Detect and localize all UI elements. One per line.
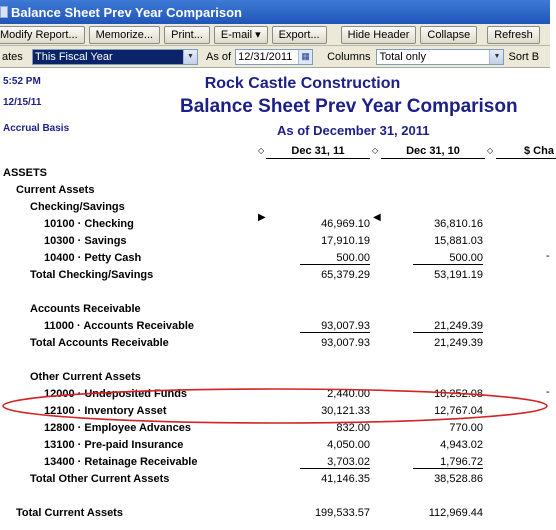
as-of-date-field[interactable] — [235, 49, 313, 65]
refresh-button[interactable]: Refresh — [487, 26, 540, 44]
report-toolbar — [0, 24, 550, 46]
sort-by-label: Sort B — [508, 50, 540, 63]
value-dec-31-11[interactable]: 93,007.93 — [300, 320, 370, 333]
report-row[interactable] — [0, 471, 550, 488]
row-label: ASSETS — [3, 167, 48, 179]
column-marker-icon[interactable]: ◇ — [258, 146, 265, 155]
row-label: 10400 · Petty Cash — [44, 252, 142, 264]
report-row[interactable] — [0, 386, 550, 403]
report-row[interactable] — [0, 267, 550, 284]
value-dec-31-11[interactable]: 30,121.33 — [321, 405, 370, 417]
value-dec-31-10[interactable]: 12,767.04 — [434, 405, 483, 417]
row-label: 12000 · Undeposited Funds — [44, 388, 188, 400]
report-row[interactable] — [0, 420, 550, 437]
report-spacer-row — [0, 352, 550, 369]
report-row[interactable] — [0, 505, 550, 522]
report-title: Balance Sheet Prev Year Comparison — [180, 96, 518, 117]
modify-report-button[interactable]: Modify Report... — [0, 26, 85, 44]
value-dec-31-11[interactable]: 4,050.00 — [327, 439, 370, 451]
column-header-dec-31-11[interactable]: Dec 31, 11 — [266, 145, 370, 159]
report-time: 5:52 PM — [3, 76, 41, 87]
value-dec-31-10[interactable]: 53,191.19 — [434, 269, 483, 281]
report-row[interactable] — [0, 250, 550, 267]
email-button[interactable]: E-mail ▾ — [214, 26, 268, 44]
report-row[interactable] — [0, 318, 550, 335]
company-name: Rock Castle Construction — [204, 75, 401, 92]
report-body — [0, 69, 554, 530]
column-header-dec-31-10[interactable]: Dec 31, 10 — [381, 145, 485, 159]
value-dec-31-10[interactable]: 500.00 — [413, 252, 483, 265]
window-title: Balance Sheet Prev Year Comparison — [11, 4, 242, 20]
collapse-button[interactable]: Collapse — [420, 26, 477, 44]
report-row[interactable] — [0, 199, 550, 216]
row-label: Accounts Receivable — [30, 303, 141, 315]
value-dec-31-10[interactable]: 21,249.39 — [434, 337, 483, 349]
report-row[interactable] — [0, 335, 550, 352]
columns-dropdown-value: Total only — [379, 50, 426, 63]
value-dec-31-11[interactable]: 46,969.10 — [321, 218, 370, 230]
value-dec-31-10[interactable]: 38,528.86 — [434, 473, 483, 485]
report-spacer-row — [0, 488, 550, 505]
report-row[interactable] — [0, 301, 550, 318]
chevron-down-icon[interactable]: ▼ — [489, 50, 503, 64]
row-selection-arrow-left-icon: ◀ — [373, 212, 381, 223]
row-label: Checking/Savings — [30, 201, 125, 213]
value-dec-31-11[interactable]: 3,703.02 — [300, 456, 370, 469]
chevron-down-icon[interactable]: ▼ — [183, 50, 197, 64]
calendar-icon[interactable]: ▦ — [298, 50, 312, 64]
value-dec-31-10[interactable]: 21,249.39 — [413, 320, 483, 333]
print-button[interactable]: Print... — [164, 26, 210, 44]
as-of-date-value: 12/31/2011 — [238, 50, 293, 63]
row-selection-arrow-right-icon: ▶ — [258, 212, 266, 223]
dates-label: ates — [2, 50, 23, 63]
partial-change-cell: - — [546, 250, 550, 262]
report-subtitle: As of December 31, 2011 — [277, 123, 430, 138]
value-dec-31-10[interactable]: 770.00 — [449, 422, 483, 434]
columns-label: Columns — [327, 50, 371, 63]
report-row[interactable] — [0, 403, 550, 420]
columns-dropdown[interactable] — [376, 49, 504, 65]
row-label: 13400 · Retainage Receivable — [44, 456, 198, 468]
report-row[interactable] — [0, 454, 550, 471]
hide-header-button[interactable]: Hide Header — [341, 26, 417, 44]
value-dec-31-11[interactable]: 199,533.57 — [314, 507, 370, 519]
row-label: Total Current Assets — [16, 507, 123, 519]
report-filter-bar — [0, 46, 550, 68]
window-title-bar — [0, 0, 550, 24]
report-row[interactable] — [0, 216, 550, 233]
value-dec-31-10[interactable]: 112,969.44 — [428, 507, 483, 519]
row-label: 11000 · Accounts Receivable — [44, 320, 195, 332]
report-window-icon — [0, 6, 8, 18]
report-row[interactable] — [0, 233, 550, 250]
value-dec-31-11[interactable]: 2,440.00 — [327, 388, 370, 400]
value-dec-31-10[interactable]: 36,810.16 — [434, 218, 483, 230]
row-label: Other Current Assets — [30, 371, 141, 383]
value-dec-31-10[interactable]: 1,796.72 — [413, 456, 483, 469]
row-label: 12100 · Inventory Asset — [44, 405, 167, 417]
row-label: Total Accounts Receivable — [30, 337, 169, 349]
report-row[interactable] — [0, 165, 550, 182]
column-marker-icon[interactable]: ◇ — [372, 146, 379, 155]
value-dec-31-11[interactable]: 93,007.93 — [321, 337, 370, 349]
report-basis: Accrual Basis — [3, 123, 70, 134]
value-dec-31-10[interactable]: 18,252.08 — [434, 388, 483, 400]
report-row[interactable] — [0, 437, 550, 454]
value-dec-31-11[interactable]: 65,379.29 — [321, 269, 370, 281]
row-label: Total Checking/Savings — [30, 269, 154, 281]
value-dec-31-10[interactable]: 4,943.02 — [440, 439, 483, 451]
value-dec-31-11[interactable]: 41,146.35 — [321, 473, 370, 485]
dates-dropdown-value: This Fiscal Year — [35, 50, 113, 63]
row-label: 10300 · Savings — [44, 235, 127, 247]
row-label: 12800 · Employee Advances — [44, 422, 191, 434]
export-button[interactable]: Export... — [272, 26, 327, 44]
report-spacer-row — [0, 284, 550, 301]
column-header-change[interactable]: $ Cha — [496, 145, 556, 159]
memorize-button[interactable]: Memorize... — [89, 26, 160, 44]
as-of-label: As of — [206, 50, 232, 63]
row-label: Current Assets — [16, 184, 95, 196]
partial-change-cell: - — [546, 386, 550, 398]
column-marker-icon[interactable]: ◇ — [487, 146, 494, 155]
value-dec-31-11[interactable]: 832.00 — [336, 422, 370, 434]
value-dec-31-10[interactable]: 15,881.03 — [434, 235, 483, 247]
report-row[interactable] — [0, 182, 550, 199]
row-label: Total Other Current Assets — [30, 473, 170, 485]
dates-dropdown[interactable] — [32, 49, 198, 65]
value-dec-31-11[interactable]: 500.00 — [300, 252, 370, 265]
value-dec-31-11[interactable]: 17,910.19 — [321, 235, 370, 247]
row-label: 10100 · Checking — [44, 218, 134, 230]
report-date: 12/15/11 — [3, 97, 42, 108]
report-row[interactable] — [0, 369, 550, 386]
row-label: 13100 · Pre-paid Insurance — [44, 439, 184, 451]
